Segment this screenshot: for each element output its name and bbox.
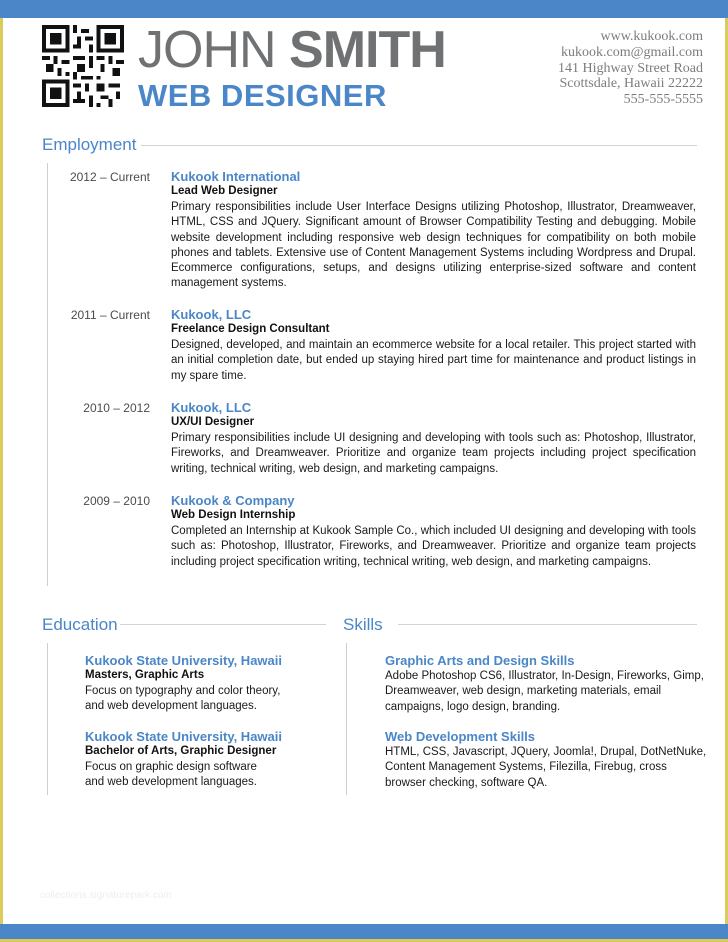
- job-description: Primary responsibilities include UI designing and developing with tools such as: Photoshop, Illustrator, Fireworks, and Dreamweaver. Prioritize and organize team projects including project specification writing, technical writing, web design, and marketing campaigns.: [171, 432, 696, 475]
- job-position: Freelance Design Consultant: [171, 323, 330, 335]
- skills-heading-label: Web Development Skills: [385, 729, 536, 744]
- top-accent-bar: [0, 0, 728, 18]
- job-position: Lead Web Designer: [171, 185, 278, 197]
- skills-description: [385, 745, 706, 791]
- skills-rule: [398, 624, 697, 625]
- contact-phone: 555-555-5555: [623, 92, 703, 108]
- contact-street: 141 Highway Street Road: [557, 60, 703, 76]
- skills-description-line: campaigns, logo design, branding.: [385, 700, 561, 713]
- skills-description-line: browser checking, software QA.: [385, 776, 548, 789]
- education-description-line: and web development languages.: [85, 776, 257, 789]
- job-description: Designed, developed, and maintain an ecommerce website for a local retailer. This project started with an initial completion date, but ended up staying hired part time for maintenance and product listings in my spare time.: [171, 339, 696, 382]
- education-degree: Masters, Graphic Arts: [85, 669, 205, 681]
- skills-description-line: Dreamweaver, web design, marketing materials, email: [385, 685, 662, 698]
- bottom-accent-bar: [0, 924, 728, 939]
- education-heading: Education: [42, 615, 118, 634]
- skills-timeline-line: [346, 643, 347, 795]
- skills-description-line: Content Management Systems, Filezilla, Firebug, cross: [385, 761, 667, 774]
- watermark-text: collections.signaturepark.com: [40, 890, 172, 901]
- skills-heading-label: Graphic Arts and Design Skills: [385, 653, 575, 668]
- skills-description: [385, 669, 704, 715]
- education-rule: [120, 624, 326, 625]
- employment-timeline-line: [47, 163, 48, 586]
- education-description-line: Focus on typography and color theory,: [85, 685, 281, 697]
- employment-rule: [141, 145, 697, 146]
- job-position: UX/UI Designer: [171, 416, 255, 428]
- job-dates: 2011 – Current: [70, 308, 150, 322]
- job-title: WEB DESIGNER: [138, 78, 387, 113]
- skills-description-line: HTML, CSS, Javascript, JQuery, Joomla!, Drupal, DotNetNuke,: [385, 746, 707, 758]
- education-description-line: and web development languages.: [85, 700, 257, 713]
- job-company: Kukook & Company: [171, 493, 295, 508]
- job-description: Primary responsibilities include User Interface Designs utilizing Photoshop, Illustrator, Dreamweaver, HTML, CSS and JQuery. Significant amount of Browser Compatibility Testing and debugging. Mobile website development including responsive web design techniques for compatibility on both mobile phones and tablets. Extensive use of Content Management Systems including Wordpress and Drupal. Ecommerce configurations, setups, and designs utilizing enterprise-sized software and content management systems.: [171, 201, 696, 290]
- skills-description-line: Adobe Photoshop CS6, Illustrator, In-Design, Fireworks, Gimp,: [385, 670, 704, 682]
- job-company: Kukook International: [171, 169, 301, 184]
- first-name: JOHN: [138, 21, 276, 79]
- job-position: Web Design Internship: [171, 509, 296, 521]
- education-degree: Bachelor of Arts, Graphic Designer: [85, 745, 277, 757]
- contact-block: [558, 29, 703, 108]
- education-timeline-line: [47, 643, 48, 795]
- job-company: Kukook, LLC: [171, 400, 252, 415]
- job-company: Kukook, LLC: [171, 307, 252, 322]
- education-description: [85, 760, 257, 791]
- last-name: SMITH: [289, 21, 446, 79]
- employment-heading: Employment: [42, 135, 137, 154]
- qr-code-icon: [42, 25, 124, 107]
- skills-heading: Skills: [343, 615, 383, 634]
- education-school: Kukook State University, Hawaii: [85, 653, 282, 668]
- contact-city: Scottsdale, Hawaii 22222: [559, 76, 703, 92]
- candidate-name: [138, 22, 446, 78]
- job-description: Completed an Internship at Kukook Sample Co., which included UI designing and developing with tools such as: Photoshop, Illustrator, Fireworks, and Dreamweaver. Prioritize and organize team projects including project specification writing, technical writing, web design, and marketing campaigns.: [171, 525, 696, 568]
- education-description: [85, 684, 280, 715]
- job-dates: 2010 – 2012: [83, 401, 150, 415]
- job-dates: 2012 – Current: [69, 170, 150, 184]
- contact-email: kukook.com@gmail.com: [561, 44, 703, 60]
- contact-website: www.kukook.com: [600, 29, 703, 44]
- job-dates: 2009 – 2010: [83, 494, 150, 508]
- education-school: Kukook State University, Hawaii: [85, 729, 282, 744]
- education-description-line: Focus on graphic design software: [85, 761, 257, 773]
